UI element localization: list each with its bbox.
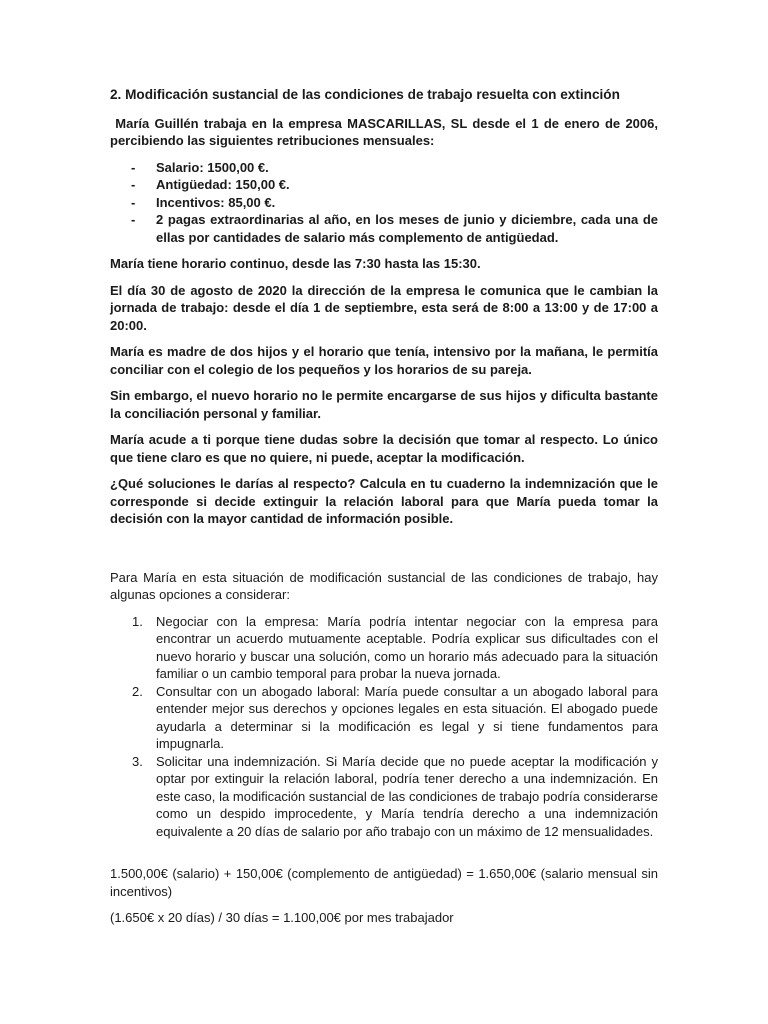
option-compensation — [110, 753, 658, 841]
exercise-paragraph-doubts: María acude a ti porque tiene dudas sobre la decisión que tomar al respecto. Lo único que tiene claro es que no quiere, ni puede, aceptar la modificación. — [110, 432, 658, 465]
exercise-question: ¿Qué soluciones le darías al respecto? Calcula en tu cuaderno la indemnización que le corresponde si decide extinguir la relación laboral para que María pueda tomar la decisión con la mayor cantidad de información posible. — [110, 476, 658, 526]
exercise-paragraph-change: El día 30 de agosto de 2020 la dirección de la empresa le comunica que le cambian la jornada de trabajo: desde el día 1 de septiembre, esta será de 8:00 a 13:00 y de 17:00 a 20:00. — [110, 282, 658, 333]
salary-item-text: Salario: 1500,00 €. — [156, 159, 269, 175]
salary-item-salario — [110, 159, 658, 177]
salary-item-antiguedad — [110, 176, 658, 194]
list-bullet: - — [131, 212, 136, 227]
salary-item-text: 2 pagas extraordinarias al año, en los meses de junio y diciembre, cada una de ellas por cantidades de salario más complemento de antigüedad. — [156, 212, 658, 245]
exercise-intro-text: María Guillén trabaja en la empresa MASCARILLAS, SL desde el 1 de enero de 2006, percibiendo las siguientes retribuciones mensuales: — [110, 115, 658, 148]
exercise-intro — [110, 115, 658, 150]
exercise-paragraph-schedule: María tiene horario continuo, desde las 7:30 hasta las 15:30. — [110, 256, 481, 271]
salary-item-text: Antigüedad: 150,00 €. — [156, 177, 290, 192]
document-page — [110, 86, 658, 936]
options-list — [110, 613, 658, 841]
list-bullet: - — [131, 159, 136, 175]
calculation-line-1: 1.500,00€ (salario) + 150,00€ (complemento de antigüedad) = 1.650,00€ (salario mensual sin incentivos) — [110, 866, 658, 899]
answer-intro: Para María en esta situación de modificación sustancial de las condiciones de trabajo, hay algunas opciones a considerar: — [110, 569, 658, 602]
option-text: Consultar con un abogado laboral: María puede consultar a un abogado laboral para entender mejor sus derechos y opciones legales en esta situación. El abogado puede ayudarla a determinar si la modificación es legal y si tiene fundamentos para impugnarla. — [156, 683, 658, 751]
spacer — [110, 537, 658, 569]
list-bullet: - — [131, 194, 136, 210]
option-text: Negociar con la empresa: María podría intentar negociar con la empresa para encontrar un acuerdo mutuamente aceptable. Podría explicar sus dificultades con el nuevo horario y buscar una solución, como un horario más adecuado para la situación familiar o un cambio temporal para probar la nueva jornada. — [156, 613, 658, 681]
option-negotiate — [110, 613, 658, 683]
exercise-paragraph-family: María es madre de dos hijos y el horario que tenía, intensivo por la mañana, le permitía conciliar con el colegio de los pequeños y los horarios de su pareja. — [110, 344, 658, 377]
option-number: 2. — [132, 683, 143, 699]
exercise-paragraph-conciliation: Sin embargo, el nuevo horario no le permite encargarse de sus hijos y dificulta bastante la conciliación personal y familiar. — [110, 388, 658, 421]
exercise-heading: 2. Modificación sustancial de las condiciones de trabajo resuelta con extinción — [110, 87, 620, 102]
salary-list — [110, 159, 658, 247]
salary-item-pagas — [110, 211, 658, 246]
option-number: 3. — [132, 753, 143, 769]
option-lawyer — [110, 683, 658, 753]
salary-item-text: Incentivos: 85,00 €. — [156, 194, 276, 210]
calculation-line-2: (1.650€ x 20 días) / 30 días = 1.100,00€ por mes trabajador — [110, 910, 454, 925]
option-number: 1. — [132, 613, 143, 629]
spacer — [110, 849, 658, 865]
option-text: Solicitar una indemnización. Si María decide que no puede aceptar la modificación y optar por extinguir la relación laboral, podría tener derecho a una indemnización. En este caso, la modificación sustancial de las condiciones de trabajo podría considerarse como un despido improcedente, y María tendría derecho a una indemnización equivalente a 20 días de salario por año trabajo con un máximo de 12 mensualidades. — [156, 753, 658, 839]
salary-item-incentivos — [110, 194, 658, 212]
list-bullet: - — [131, 177, 136, 192]
